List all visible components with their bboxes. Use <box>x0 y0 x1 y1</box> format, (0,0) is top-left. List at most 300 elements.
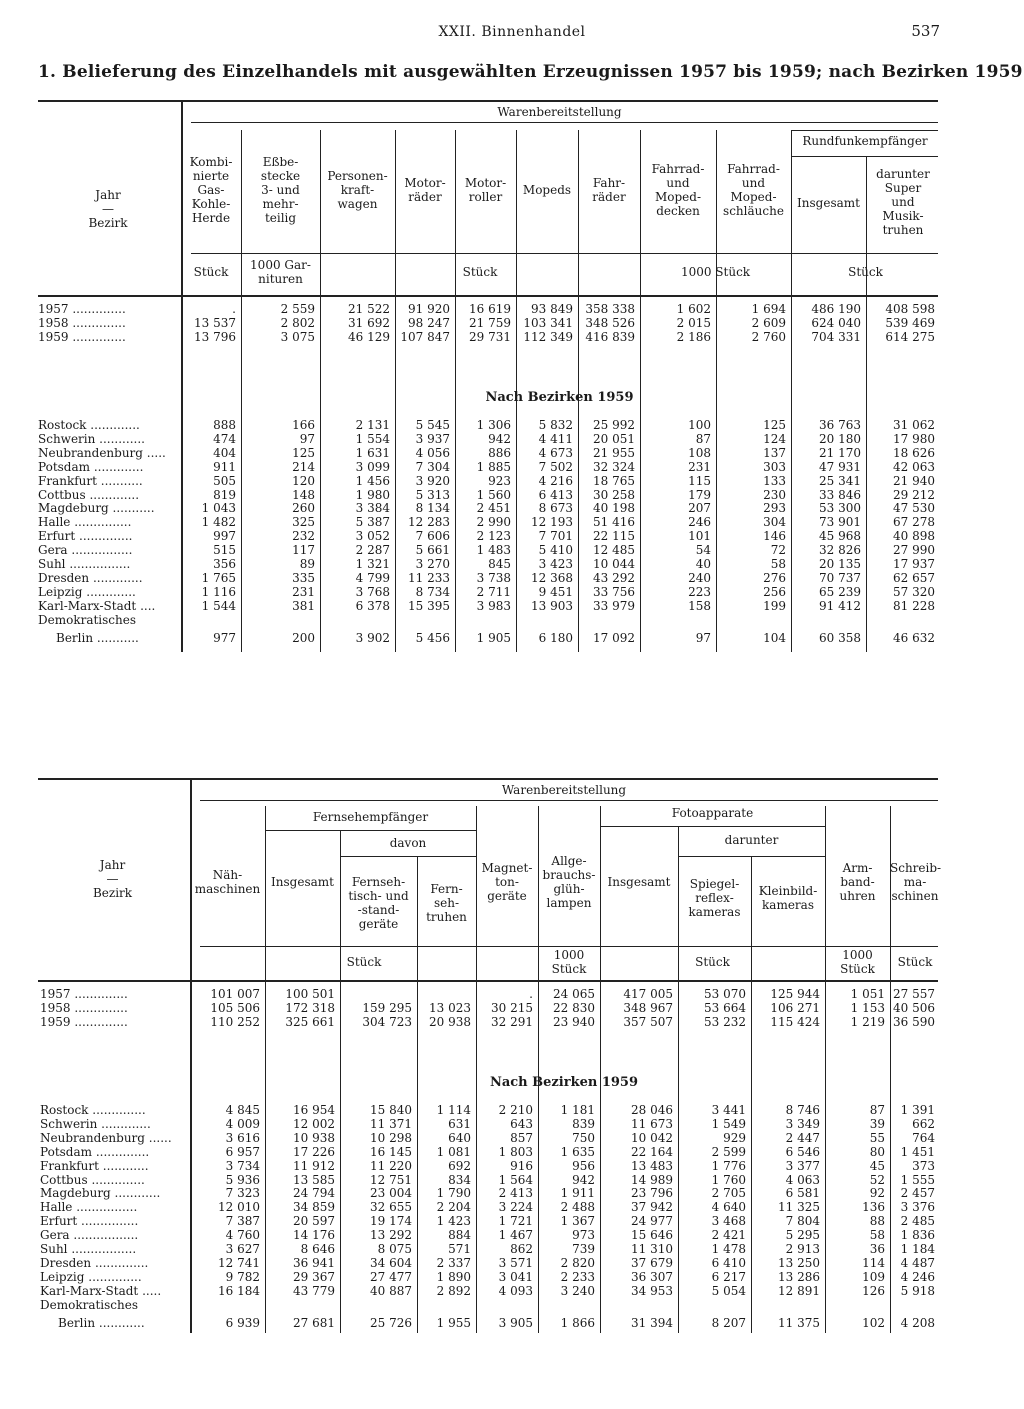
column-header: Kleinbild- kameras <box>758 884 818 912</box>
table-cell: 37 679 <box>631 1255 673 1270</box>
table-cell: 55 <box>869 1130 885 1145</box>
table-cell: 1 602 <box>676 302 711 316</box>
table-cell: 12 891 <box>778 1283 820 1298</box>
table-cell: 199 <box>763 598 786 613</box>
table-cell: 1 321 <box>355 557 390 571</box>
table-cell: 3 384 <box>355 501 390 516</box>
table-cell: 30 258 <box>593 487 635 502</box>
table-cell: 4 063 <box>785 1172 820 1187</box>
table-cell: 3 099 <box>355 459 390 474</box>
table-cell: 33 756 <box>593 584 635 599</box>
header-bottom-rule <box>38 295 938 297</box>
district-row-label <box>56 632 139 646</box>
table-cell: 997 <box>213 529 236 544</box>
table-cell: 104 <box>763 630 786 645</box>
table-cell: 23 796 <box>631 1186 673 1201</box>
table-cell: 5 387 <box>355 515 390 530</box>
table-cell: 105 506 <box>210 1000 260 1015</box>
district-row-label <box>40 1229 138 1243</box>
table-cell: 1 905 <box>476 630 511 645</box>
table-cell: 929 <box>723 1130 746 1145</box>
year-row-label: 1957 .............. <box>40 987 128 1001</box>
stub-year-label: Jahr <box>99 858 126 872</box>
district-name: Karl-Marx-Stadt <box>40 1283 139 1298</box>
stub-district-label: Bezirk <box>88 216 128 230</box>
table-cell: 20 051 <box>593 431 635 446</box>
district-name: Gera <box>40 1228 70 1243</box>
table-cell: 11 310 <box>631 1242 673 1256</box>
leader-dots: ............. <box>82 584 136 599</box>
table-cell: 2 204 <box>436 1200 471 1215</box>
table-cell: 100 <box>688 418 711 432</box>
unit-label: 1000 Stück <box>840 948 875 976</box>
table-cell: 34 604 <box>370 1255 412 1270</box>
table-cell: 246 <box>688 515 711 530</box>
table-cell: 102 <box>862 1315 885 1330</box>
table-cell: 2 451 <box>476 501 511 516</box>
table-cell: 15 646 <box>631 1228 673 1243</box>
table-cell: 335 <box>292 570 315 585</box>
table-cell: 6 581 <box>785 1186 820 1201</box>
table-cell: 3 240 <box>560 1283 595 1298</box>
leader-dots: ............ <box>110 1186 161 1201</box>
district-name: Berlin <box>56 630 94 645</box>
table-cell: 232 <box>292 529 315 544</box>
table-cell: 515 <box>213 543 236 558</box>
table-cell: 146 <box>763 529 786 544</box>
district-row-label <box>38 614 136 628</box>
table-cell: 6 217 <box>711 1269 746 1284</box>
district-row-label <box>40 1174 145 1188</box>
district-name: Erfurt <box>40 1214 78 1229</box>
stub-dash: — <box>106 872 119 886</box>
table-cell: 1 760 <box>711 1172 746 1187</box>
table-cell: 2 131 <box>355 418 390 432</box>
table-cell: 158 <box>688 598 711 613</box>
table-cell: 17 980 <box>893 431 935 446</box>
table-cell: 1 803 <box>498 1144 533 1159</box>
table-cell: 10 042 <box>631 1130 673 1145</box>
table-cell: 72 <box>770 543 786 558</box>
table-cell: 4 760 <box>225 1228 260 1243</box>
table-cell: 358 338 <box>585 302 635 316</box>
table-cell: 58 <box>869 1228 885 1243</box>
table-cell: 973 <box>572 1228 595 1243</box>
unit-label: Stück <box>897 955 933 969</box>
table-cell: 172 318 <box>285 1000 335 1015</box>
table-cell: 117 <box>292 543 315 558</box>
table-cell: 942 <box>488 431 511 446</box>
table-cell: 2 559 <box>280 302 315 316</box>
table-cell: 36 941 <box>293 1255 335 1270</box>
table-cell: 12 283 <box>408 515 450 530</box>
table-cell: 505 <box>213 473 236 488</box>
table-cell: 33 979 <box>593 598 635 613</box>
table-cell: 16 619 <box>469 302 511 316</box>
table-cell: 6 546 <box>785 1144 820 1159</box>
table-cell: 325 661 <box>285 1014 335 1029</box>
table-cell: 1 219 <box>850 1014 885 1029</box>
table-cell: 3 738 <box>476 570 511 585</box>
page-number: 537 <box>911 22 940 40</box>
table-title: 1. Belieferung des Einzelhandels mit ausgewählten Erzeugnissen 1957 bis 1959; nach Bezirken 1959 <box>38 62 1023 82</box>
district-row-label <box>40 1132 172 1146</box>
district-name: Erfurt <box>38 529 76 544</box>
table-cell: 32 324 <box>593 459 635 474</box>
table-cell: 4 056 <box>415 445 450 460</box>
district-name: Magdeburg <box>38 501 109 516</box>
table-cell: 3 270 <box>415 557 450 571</box>
group-rule <box>200 800 938 801</box>
table-cell: 13 292 <box>370 1228 412 1243</box>
district-row-label <box>40 1271 142 1285</box>
table-cell: 486 190 <box>811 302 861 316</box>
table-cell: 30 215 <box>491 1000 533 1015</box>
district-name: Dresden <box>38 570 90 585</box>
district-row-label <box>40 1299 138 1313</box>
table-cell: 207 <box>688 501 711 516</box>
table-cell: 2 802 <box>280 315 315 330</box>
table-cell: 1 114 <box>436 1103 471 1117</box>
table-cell: 3 983 <box>476 598 511 613</box>
table-cell: 3 224 <box>498 1200 533 1215</box>
table-cell: 73 901 <box>819 515 861 530</box>
table-cell: 1 544 <box>201 598 236 613</box>
leader-dots: ................ <box>72 1200 138 1215</box>
table-cell: 1 721 <box>498 1214 533 1229</box>
table-cell: 34 859 <box>293 1200 335 1215</box>
table-cell: 53 300 <box>819 501 861 516</box>
table-cell: 2 913 <box>785 1242 820 1256</box>
table-cell: 120 <box>292 473 315 488</box>
section-heading: Nach Bezirken 1959 <box>489 1075 639 1090</box>
table-cell: 1 555 <box>900 1172 935 1187</box>
stub-dash: — <box>102 202 114 216</box>
district-row-label <box>40 1160 149 1174</box>
table-cell: 4 487 <box>900 1255 935 1270</box>
table-cell: 114 <box>862 1255 885 1270</box>
table-cell: 231 <box>688 459 711 474</box>
table-cell: 13 250 <box>778 1255 820 1270</box>
table-cell: 87 <box>695 431 711 446</box>
table-cell: 11 371 <box>370 1116 412 1131</box>
table-cell: 1 478 <box>711 1242 746 1256</box>
table-cell: 3 616 <box>225 1130 260 1145</box>
table-cell: 24 794 <box>293 1186 335 1201</box>
district-row-label <box>40 1257 148 1271</box>
table-cell: 16 954 <box>293 1103 335 1117</box>
table-top-rule <box>38 778 938 780</box>
table-cell: 624 040 <box>811 315 861 330</box>
running-head: XXII. Binnenhandel <box>438 24 586 40</box>
leader-dots: .............. <box>91 1255 149 1270</box>
table-cell: 1 554 <box>355 431 390 446</box>
leader-dots: ............ <box>95 431 145 446</box>
table-cell: 5 313 <box>415 487 450 502</box>
table-cell: 231 <box>292 584 315 599</box>
table-cell: 2 609 <box>751 315 786 330</box>
table-cell: 62 657 <box>893 570 935 585</box>
table-cell: 22 115 <box>593 529 635 544</box>
table-cell: 3 937 <box>415 431 450 446</box>
table-cell: 18 626 <box>893 445 935 460</box>
table-cell: 166 <box>292 418 315 432</box>
table-cell: 29 367 <box>293 1269 335 1284</box>
district-name: Cottbus <box>40 1172 88 1187</box>
table-cell: 3 376 <box>900 1200 935 1215</box>
table-cell: 91 920 <box>408 302 450 316</box>
table-cell: 2 015 <box>676 315 711 330</box>
table-cell: 20 597 <box>293 1214 335 1229</box>
district-name: Rostock <box>38 418 87 432</box>
table-cell: 93 849 <box>531 302 573 316</box>
table-cell: 15 840 <box>370 1103 412 1117</box>
leader-dots: ............. <box>97 1116 151 1131</box>
units-rule <box>200 946 938 947</box>
table-cell: 200 <box>292 630 315 645</box>
district-name: Potsdam <box>40 1144 93 1159</box>
district-row-label <box>40 1118 151 1132</box>
table-cell: 325 <box>292 515 315 530</box>
table-cell: 11 673 <box>631 1116 673 1131</box>
district-name: Leipzig <box>40 1269 85 1284</box>
table-cell: 20 938 <box>429 1014 471 1029</box>
table-cell: 1 549 <box>711 1116 746 1131</box>
column-header: Fahrrad- und Moped- schläuche <box>723 162 784 218</box>
table-cell: 52 <box>869 1172 885 1187</box>
table-cell: 4 411 <box>538 431 573 446</box>
district-name: Halle <box>40 1200 73 1215</box>
column-header: Spiegel- reflex- kameras <box>688 877 741 919</box>
year-row-label: 1958 .............. <box>38 315 126 330</box>
district-name: Suhl <box>40 1242 68 1256</box>
table-cell: 916 <box>510 1158 533 1173</box>
table-cell: 100 501 <box>285 987 335 1001</box>
district-row-label <box>38 489 139 503</box>
table-cell: 10 298 <box>370 1130 412 1145</box>
table-cell: 12 741 <box>218 1255 260 1270</box>
leader-dots: ............. <box>90 459 144 474</box>
table-cell: 137 <box>763 445 786 460</box>
table-cell: 1 885 <box>476 459 511 474</box>
table-cell: 381 <box>292 598 315 613</box>
table-cell: 857 <box>510 1130 533 1145</box>
table-cell: 1 890 <box>436 1269 471 1284</box>
table-cell: 845 <box>488 557 511 571</box>
table-cell: 1 560 <box>476 487 511 502</box>
district-name: Frankfurt <box>40 1158 99 1173</box>
table-cell: 13 483 <box>631 1158 673 1173</box>
district-row-label <box>38 475 143 489</box>
table-cell: 21 170 <box>819 445 861 460</box>
column-header: Motor- roller <box>464 176 507 204</box>
table-cell: 53 664 <box>704 1000 746 1015</box>
column-header: Fahrrad- und Moped- decken <box>651 162 705 218</box>
district-row-label <box>40 1146 149 1160</box>
table-cell: 97 <box>695 630 711 645</box>
table-cell: 32 291 <box>491 1014 533 1029</box>
table-cell: 8 075 <box>377 1242 412 1256</box>
table-cell: 5 832 <box>538 418 573 432</box>
column-header: Fernseh- tisch- und -stand- geräte <box>348 875 409 931</box>
table-cell: 36 307 <box>631 1269 673 1284</box>
table-cell: 704 331 <box>811 329 861 344</box>
table-cell: 1 306 <box>476 418 511 432</box>
table-cell: 1 043 <box>201 501 236 516</box>
leader-dots: ........... <box>108 501 155 516</box>
header-bottom-rule <box>38 980 938 982</box>
table-cell: 417 005 <box>623 987 673 1001</box>
column-header: Eßbe- stecke 3- und mehr- teilig <box>260 155 301 225</box>
table-cell: 6 378 <box>355 598 390 613</box>
table-cell: 5 410 <box>538 543 573 558</box>
district-name: Schwerin <box>38 431 96 446</box>
table-cell: 2 421 <box>711 1228 746 1243</box>
column-header: darunter Super und Musik- truhen <box>876 167 930 237</box>
table-cell: 1 911 <box>560 1186 595 1201</box>
table-cell: 179 <box>688 487 711 502</box>
district-row-label <box>40 1187 160 1201</box>
table-cell: 764 <box>912 1130 935 1145</box>
span-header-fernseh: Fernsehempfänger <box>312 810 429 824</box>
column-header: Insgesamt <box>797 196 860 210</box>
leader-dots: .............. <box>75 529 133 544</box>
table-cell: 739 <box>572 1242 595 1256</box>
table-cell: 750 <box>572 1130 595 1145</box>
table-cell: 13 796 <box>194 329 236 344</box>
table-cell: 662 <box>912 1116 935 1131</box>
district-name: Frankfurt <box>38 473 97 488</box>
table-cell: 7 701 <box>538 529 573 544</box>
table-cell: 1 483 <box>476 543 511 558</box>
table-cell: 12 485 <box>593 543 635 558</box>
table-cell: 16 184 <box>218 1283 260 1298</box>
district-row-label <box>40 1201 137 1215</box>
district-name: Schwerin <box>40 1116 98 1131</box>
table-cell: 53 232 <box>704 1014 746 1029</box>
district-row-label <box>40 1243 136 1257</box>
leader-dots: ............... <box>70 515 132 530</box>
table-cell: 8 734 <box>415 584 450 599</box>
table-cell: 3 734 <box>225 1158 260 1173</box>
group-header-warenbereitstellung: Warenbereitstellung <box>497 105 622 119</box>
column-header: Näh- maschinen <box>194 868 261 896</box>
table-cell: 276 <box>763 570 786 585</box>
table-cell: 1 116 <box>201 584 236 599</box>
table-cell: 33 846 <box>819 487 861 502</box>
group-header-warenbereitstellung: Warenbereitstellung <box>501 783 627 797</box>
table-cell: 40 887 <box>370 1283 412 1298</box>
table-cell: . <box>232 302 236 316</box>
table-cell: 65 239 <box>819 584 861 599</box>
table-cell: 2 760 <box>751 329 786 344</box>
leader-dots: ............ <box>95 1315 145 1330</box>
unit-label: Stück <box>695 955 730 969</box>
district-row-label <box>38 502 155 516</box>
table-cell: 115 <box>688 473 711 488</box>
table-cell: 6 413 <box>538 487 573 502</box>
table-cell: 14 989 <box>631 1172 673 1187</box>
leader-dots: ............ <box>98 1158 149 1173</box>
unit-label: 1000 Stück <box>551 948 587 976</box>
rundfunk-rule <box>791 156 938 157</box>
table-cell: 923 <box>488 473 511 488</box>
table-cell: 11 233 <box>408 570 450 585</box>
table-cell: 3 627 <box>225 1242 260 1256</box>
table-cell: 539 469 <box>885 315 935 330</box>
leader-dots: ................. <box>69 1228 139 1243</box>
district-row-label <box>38 530 132 544</box>
table-cell: 4 009 <box>225 1116 260 1131</box>
table-cell: 2 337 <box>436 1255 471 1270</box>
table-cell: 373 <box>912 1158 935 1173</box>
district-name: Suhl <box>38 557 66 571</box>
table-cell: 58 <box>770 557 786 571</box>
foto-rule <box>600 826 825 827</box>
table-cell: 1 776 <box>711 1158 746 1173</box>
table-cell: 1 367 <box>560 1214 595 1229</box>
district-name: Potsdam <box>38 459 91 474</box>
table-cell: 40 198 <box>593 501 635 516</box>
table-cell: 6 957 <box>225 1144 260 1159</box>
table-cell: 240 <box>688 570 711 585</box>
table-cell: 888 <box>213 418 236 432</box>
column-header: Allge- brauchs- glüh- lampen <box>542 854 596 910</box>
table-cell: 25 341 <box>819 473 861 488</box>
table-cell: 2 711 <box>476 584 511 599</box>
table-cell: 3 468 <box>711 1214 746 1229</box>
table-cell: 416 839 <box>585 329 635 344</box>
unit-label: Stück <box>848 265 883 279</box>
table-cell: 1 153 <box>850 1000 885 1015</box>
leader-dots: .............. <box>87 1172 145 1187</box>
column-header: Mopeds <box>522 183 572 197</box>
year-row-label: 1959 .............. <box>40 1014 128 1029</box>
table-cell: 17 226 <box>293 1144 335 1159</box>
table-cell: 46 129 <box>348 329 390 344</box>
table-cell: 8 746 <box>785 1103 820 1117</box>
column-header: Magnet- ton- geräte <box>481 861 533 903</box>
table-cell: 8 646 <box>300 1242 335 1256</box>
table-cell: 43 779 <box>293 1283 335 1298</box>
table-cell: 7 804 <box>785 1214 820 1229</box>
table-cell: 20 135 <box>819 557 861 571</box>
table-cell: 8 673 <box>538 501 573 516</box>
table-cell: 27 557 <box>893 987 935 1001</box>
table-cell: 5 456 <box>415 630 450 645</box>
column-header: Schreib- ma- schinen <box>890 861 942 903</box>
table-cell: 124 <box>763 431 786 446</box>
table-cell: 159 295 <box>362 1000 412 1015</box>
table-cell: 13 903 <box>531 598 573 613</box>
table-cell: 13 286 <box>778 1269 820 1284</box>
fernseh-rule <box>265 830 476 831</box>
district-name: Karl-Marx-Stadt <box>38 598 137 613</box>
table-cell: 8 134 <box>415 501 450 516</box>
table-cell: 29 212 <box>893 487 935 502</box>
rundfunk-top-rule <box>791 130 938 131</box>
district-row-label <box>38 419 140 433</box>
leader-dots: .............. <box>88 1103 146 1117</box>
table-cell: 115 424 <box>770 1014 820 1029</box>
table-cell: 9 782 <box>225 1269 260 1284</box>
table-cell: 7 323 <box>225 1186 260 1201</box>
table-cell: 1 631 <box>355 445 390 460</box>
leader-dots: ................ <box>65 557 131 571</box>
district-row-label <box>38 516 131 530</box>
table-cell: 24 065 <box>553 987 595 1001</box>
table-cell: 81 228 <box>893 598 935 613</box>
